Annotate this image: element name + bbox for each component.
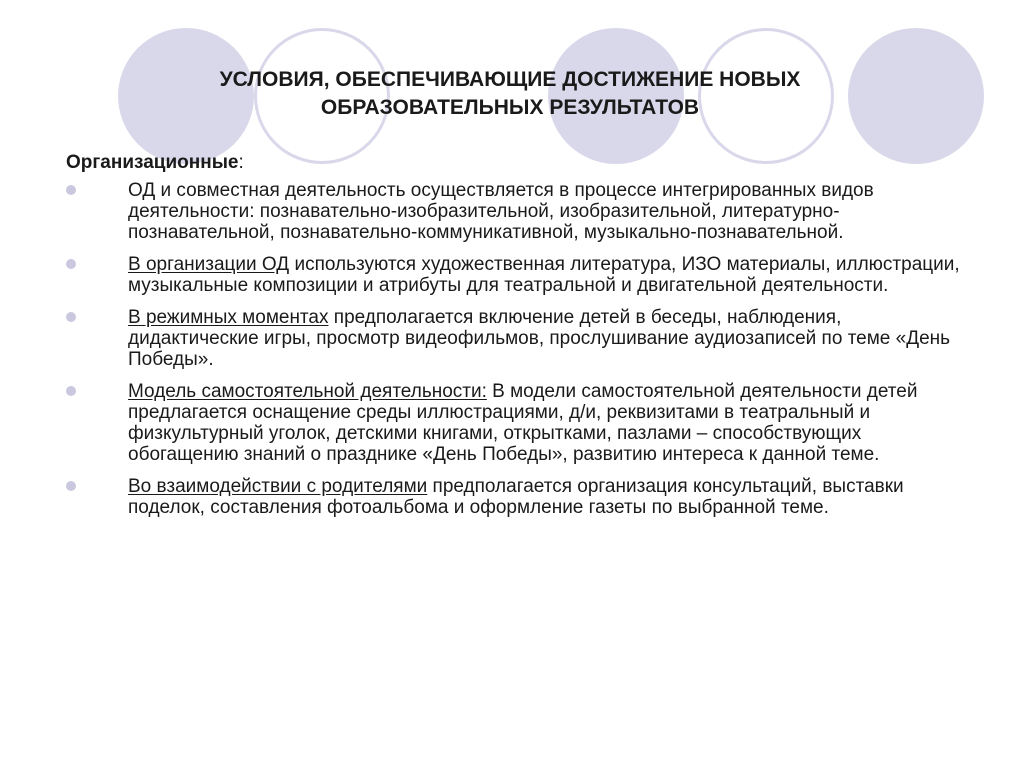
bullet-icon — [66, 312, 76, 322]
item-underlined: Модель самостоятельной деятельности: — [128, 381, 487, 402]
bullet-icon — [66, 386, 76, 396]
bullet-list — [66, 180, 966, 518]
slide-title-line-2: ОБРАЗОВАТЕЛЬНЫХ РЕЗУЛЬТАТОВ — [320, 96, 700, 119]
list-item — [66, 254, 966, 296]
item-text: В модели самостоятельной деятельности детей предлагается оснащение среды иллюстрациями, д/и, реквизитами в театральный и физкультурный уголок, детскими книгами, открытками, пазлами – способствующих обогащению знаний о празднике «День Победы», развитию интереса к данной теме. — [128, 381, 918, 465]
item-underlined: Во взаимодействии с родителями — [128, 476, 428, 497]
item-text: используются художественная литература, ИЗО материалы, иллюстрации, музыкальные композиции и атрибуты для театральной и двигательной деятельности. — [128, 254, 960, 296]
slide-body — [66, 152, 966, 529]
section-heading-colon: : — [238, 152, 244, 173]
bullet-icon — [66, 481, 76, 491]
list-item — [66, 476, 966, 518]
list-item — [66, 381, 966, 465]
slide-title-line-1: УСЛОВИЯ, ОБЕСПЕЧИВАЮЩИЕ ДОСТИЖЕНИЕ НОВЫХ — [219, 68, 801, 91]
item-text: предполагается организация консультаций, выставки поделок, составления фотоальбома и оформление газеты по выбранной теме. — [128, 476, 904, 518]
list-item — [66, 307, 966, 370]
item-text: ОД и совместная деятельность осуществляется в процессе интегрированных видов деятельности: познавательно-изобразительной, изобразительной, литературно-познавательной, познавательно-коммуникативной, музыкально-познавательной. — [128, 180, 874, 243]
list-item — [66, 180, 966, 243]
section-heading-label: Организационные — [66, 152, 239, 173]
slide-title — [130, 66, 890, 122]
item-text: предполагается включение детей в беседы, наблюдения, дидактические игры, просмотр видеофильмов, прослушивание аудиозаписей по теме «День Победы». — [128, 307, 951, 370]
item-underlined: В организации ОД — [128, 254, 290, 275]
item-underlined: В режимных моментах — [128, 307, 329, 328]
bullet-icon — [66, 185, 76, 195]
section-heading — [66, 152, 966, 174]
bullet-icon — [66, 259, 76, 269]
